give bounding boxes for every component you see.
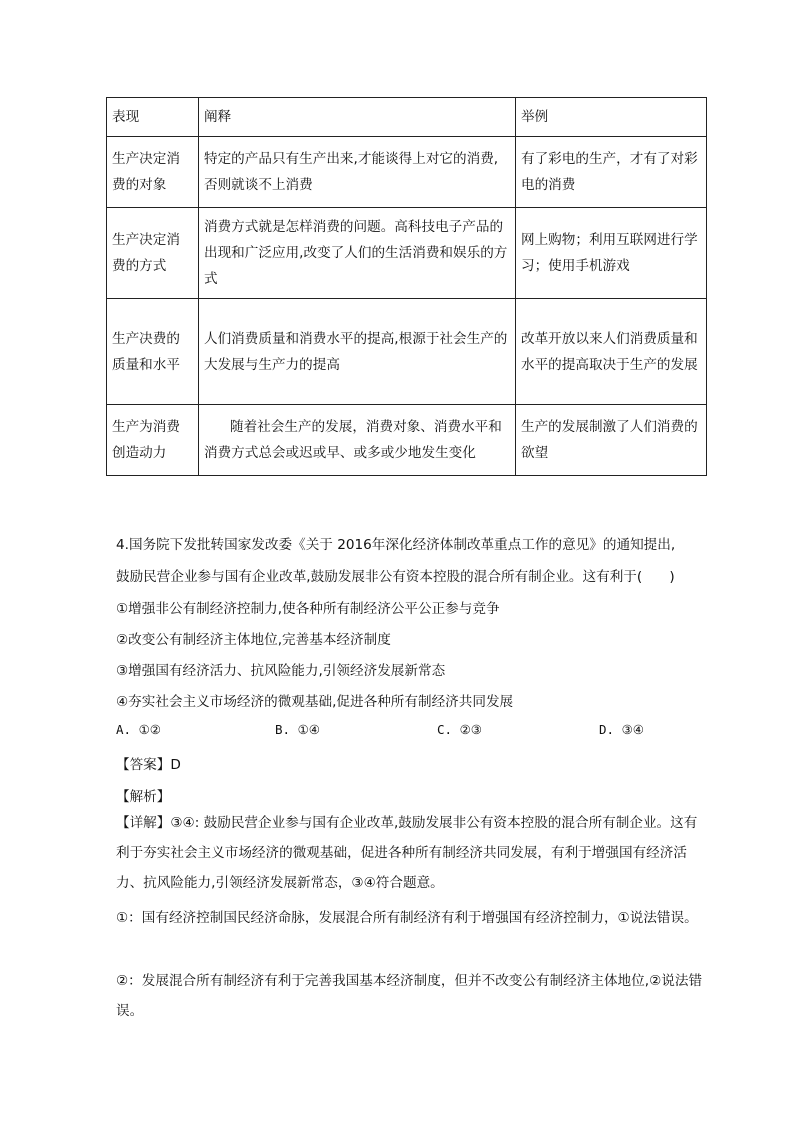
question-item-4: ④夯实社会主义市场经济的微观基础,促进各种所有制经济共同发展 xyxy=(116,694,514,710)
header-aspect: 表现 xyxy=(107,98,199,137)
table-row xyxy=(107,405,707,476)
cell-example: 改革开放以来人们消费质量和水平的提高取决于生产的发展 xyxy=(516,299,707,405)
question-item-1: ①增强非公有制经济控制力,使各种所有制经济公平公正参与竞争 xyxy=(116,601,500,617)
analysis-label: 【解析】 xyxy=(116,789,171,805)
cell-aspect: 生产为消费创造动力 xyxy=(107,405,199,476)
question-stem-line-2: 鼓励民营企业参与国有企业改革,鼓励发展非公有资本控股的混合所有制企业。这有利于( ) xyxy=(116,569,675,585)
table-header-row xyxy=(107,98,707,137)
table-row xyxy=(107,299,707,405)
question-stem-line-1: 4.国务院下发批转国家发改委《关于 2016年深化经济体制改革重点工作的意见》的通知提出, xyxy=(116,537,676,553)
header-example: 举例 xyxy=(516,98,707,137)
table-row xyxy=(107,208,707,299)
cell-example: 有了彩电的生产，才有了对彩电的消费 xyxy=(516,137,707,208)
cell-aspect: 生产决费的质量和水平 xyxy=(107,299,199,405)
production-consumption-table xyxy=(106,97,707,476)
answer-line: 【答案】D xyxy=(116,757,181,773)
option-a: A. ①② xyxy=(116,722,161,737)
option-b: B. ①④ xyxy=(275,722,320,737)
cell-aspect: 生产决定消费的对象 xyxy=(107,137,199,208)
header-explanation: 阐释 xyxy=(199,98,516,137)
option-c: C. ②③ xyxy=(437,722,482,737)
table-row xyxy=(107,137,707,208)
cell-example: 网上购物；利用互联网进行学习；使用手机游戏 xyxy=(516,208,707,299)
cell-aspect: 生产决定消费的方式 xyxy=(107,208,199,299)
question-item-2: ②改变公有制经济主体地位,完善基本经济制度 xyxy=(116,632,391,648)
option-d: D. ③④ xyxy=(599,722,644,737)
analysis-note-1: ①：国有经济控制国民经济命脉，发展混合所有制经济有利于增强国有经济控制力，①说法错误。 xyxy=(116,910,698,926)
cell-explanation: 特定的产品只有生产出来,才能谈得上对它的消费,否则就谈不上消费 xyxy=(199,137,516,208)
cell-explanation: 人们消费质量和消费水平的提高,根源于社会生产的大发展与生产力的提高 xyxy=(199,299,516,405)
cell-explanation: 消费方式就是怎样消费的问题。高科技电子产品的出现和广泛应用,改变了人们的生活消费和娱乐的方式 xyxy=(199,208,516,299)
analysis-detail: 【详解】③④: 鼓励民营企业参与国有企业改革,鼓励发展非公有资本控股的混合所有制企业。这有利于夯实社会主义市场经济的微观基础，促进各种所有制经济共同发展，有利于增强国有经济活力、抗风险能力,引领经济发展新常态，③④符合题意。 xyxy=(116,815,698,891)
cell-example: 生产的发展制激了人们消费的欲望 xyxy=(516,405,707,476)
cell-explanation: 随着社会生产的发展，消费对象、消费水平和消费方式总会或迟或早、或多或少地发生变化 xyxy=(199,405,516,476)
question-item-3: ③增强国有经济活力、抗风险能力,引领经济发展新常态 xyxy=(116,663,446,679)
analysis-note-2: ②：发展混合所有制经济有利于完善我国基本经济制度，但并不改变公有制经济主体地位,②说法错误。 xyxy=(116,973,703,1019)
